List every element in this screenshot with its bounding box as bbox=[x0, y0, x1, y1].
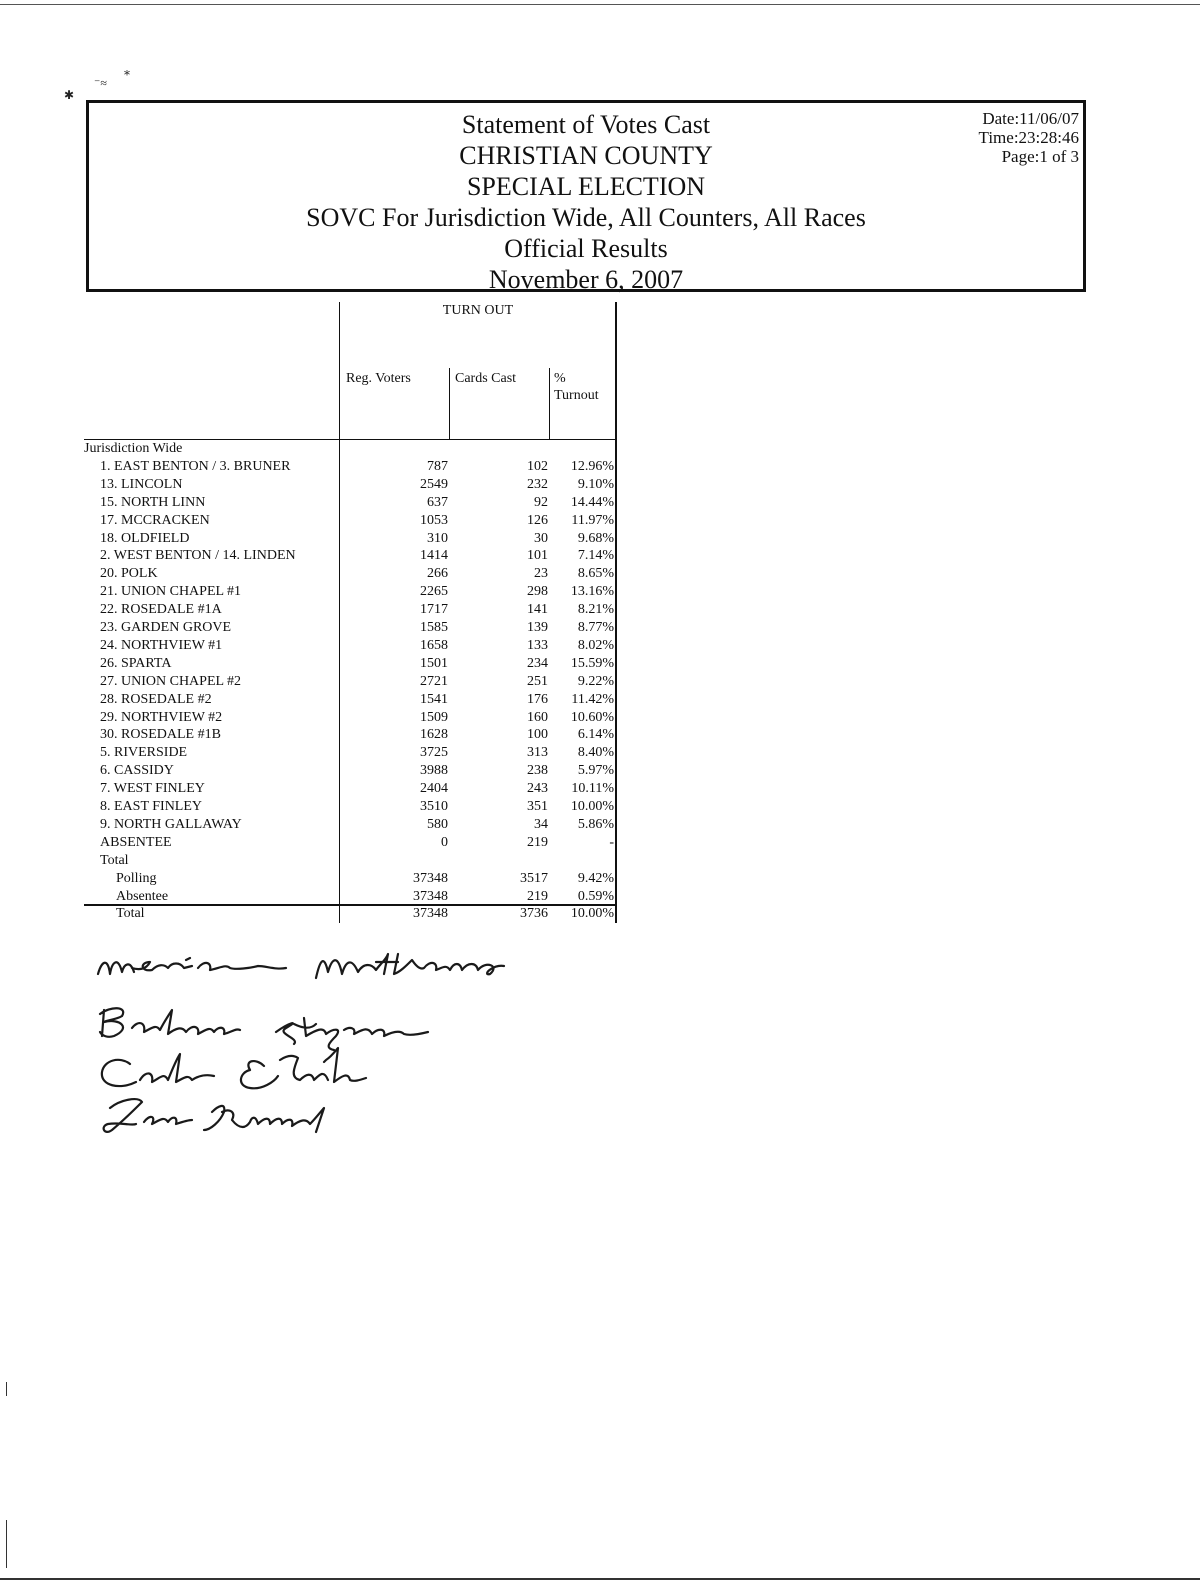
table-row bbox=[84, 709, 617, 727]
table-row bbox=[84, 530, 617, 548]
precinct-name: 27. UNION CHAPEL #2 bbox=[100, 673, 242, 689]
reg-voters-cell: 3988 bbox=[420, 763, 448, 779]
title-line: CHRISTIAN COUNTY bbox=[459, 141, 713, 170]
turnout-pct-cell: 12.96% bbox=[570, 458, 614, 474]
reg-voters-cell: 2549 bbox=[420, 476, 448, 492]
cards-cast-cell: 238 bbox=[527, 763, 548, 779]
table-row bbox=[84, 565, 617, 583]
turnout-pct-cell: 13.16% bbox=[570, 584, 614, 600]
cards-cast-cell: 100 bbox=[527, 727, 548, 743]
signatures bbox=[80, 940, 560, 1150]
cards-cast-cell: 23 bbox=[534, 566, 548, 582]
table-row bbox=[84, 458, 617, 476]
report-header bbox=[86, 100, 1086, 292]
scan-edge-line bbox=[0, 4, 1200, 5]
reg-voters-cell: 266 bbox=[427, 566, 448, 582]
reg-voters-cell: 3725 bbox=[420, 745, 448, 761]
section-row bbox=[84, 440, 617, 458]
reg-voters-cell: 1541 bbox=[420, 691, 448, 707]
signature-1 bbox=[98, 954, 504, 978]
turnout-header bbox=[339, 302, 617, 439]
scan-edge-line bbox=[0, 1578, 1200, 1580]
table-row bbox=[84, 547, 617, 565]
column-divider bbox=[549, 368, 550, 439]
total-section-row bbox=[84, 852, 617, 870]
table-row bbox=[84, 798, 617, 816]
turnout-pct-cell: 7.14% bbox=[577, 548, 614, 564]
table-row bbox=[84, 512, 617, 530]
reg-voters-cell: 1509 bbox=[420, 709, 448, 725]
table-row bbox=[84, 726, 617, 744]
col-header-cards-cast: Cards Cast bbox=[455, 371, 517, 386]
reg-voters-cell: 637 bbox=[427, 494, 448, 510]
cards-cast-cell: 243 bbox=[527, 781, 548, 797]
precinct-name: 29. NORTHVIEW #2 bbox=[100, 709, 223, 725]
turnout-pct-cell: 8.21% bbox=[577, 602, 614, 618]
cards-cast-cell: 126 bbox=[527, 512, 548, 528]
turnout-pct-cell: 11.42% bbox=[571, 691, 614, 707]
reg-voters-cell: 37348 bbox=[413, 888, 448, 904]
precinct-name: Polling bbox=[116, 870, 157, 886]
table-row bbox=[84, 816, 617, 834]
cards-cast-cell: 102 bbox=[527, 458, 548, 474]
precinct-name: 22. ROSEDALE #1A bbox=[100, 602, 222, 618]
turnout-pct-cell: 8.40% bbox=[577, 745, 614, 761]
reg-voters-cell: 1501 bbox=[420, 655, 448, 671]
scan-speck: ⁎ bbox=[124, 64, 130, 78]
subtotal-row bbox=[84, 870, 617, 888]
turnout-pct-cell: 14.44% bbox=[570, 494, 614, 510]
turnout-pct-cell: 11.97% bbox=[571, 512, 614, 528]
precinct-name: ABSENTEE bbox=[100, 834, 172, 850]
signature-4 bbox=[104, 1099, 324, 1132]
turnout-pct-cell: 10.11% bbox=[571, 781, 614, 797]
cards-cast-cell: 234 bbox=[527, 655, 548, 671]
reg-voters-cell: 2404 bbox=[420, 781, 448, 797]
precinct-name: 28. ROSEDALE #2 bbox=[100, 691, 212, 707]
scan-edge-tick bbox=[6, 1520, 7, 1568]
turnout-pct-cell: 9.68% bbox=[577, 530, 614, 546]
table-row bbox=[84, 673, 617, 691]
cards-cast-cell: 101 bbox=[527, 548, 548, 564]
precinct-name: Absentee bbox=[116, 888, 169, 904]
precinct-name: 24. NORTHVIEW #1 bbox=[100, 637, 223, 653]
turnout-pct-cell: 8.02% bbox=[577, 637, 614, 653]
turnout-pct-cell: 5.97% bbox=[577, 763, 614, 779]
col-header-turnout bbox=[554, 370, 599, 404]
report-title bbox=[89, 109, 1083, 295]
precinct-name: 9. NORTH GALLAWAY bbox=[100, 816, 242, 832]
title-line: November 6, 2007 bbox=[488, 265, 684, 294]
reg-voters-cell: 1717 bbox=[420, 602, 448, 618]
precinct-name: 5. RIVERSIDE bbox=[100, 745, 188, 761]
turnout-pct-cell: 5.86% bbox=[577, 816, 614, 832]
table-row bbox=[84, 601, 617, 619]
total-section-label: Total bbox=[100, 852, 129, 868]
precinct-name: 6. CASSIDY bbox=[100, 763, 174, 779]
title-line: Official Results bbox=[504, 234, 668, 263]
cards-cast-cell: 313 bbox=[527, 745, 548, 761]
turnout-pct-cell: 0.59% bbox=[577, 888, 614, 904]
turnout-pct-cell: 10.00% bbox=[570, 799, 614, 814]
report-date: Date:11/06/07 bbox=[982, 109, 1079, 128]
reg-voters-cell: 1414 bbox=[420, 548, 448, 564]
table-row bbox=[84, 691, 617, 709]
title-line: Statement of Votes Cast bbox=[461, 110, 711, 139]
cards-cast-cell: 232 bbox=[527, 476, 548, 492]
cards-cast-cell: 3517 bbox=[520, 870, 548, 886]
precinct-name: 15. NORTH LINN bbox=[100, 494, 206, 510]
signature-2 bbox=[100, 1008, 428, 1050]
cards-cast-cell: 3736 bbox=[520, 906, 548, 922]
cards-cast-cell: 351 bbox=[527, 799, 548, 814]
column-divider bbox=[449, 368, 450, 439]
turnout-pct-cell: 9.22% bbox=[577, 673, 614, 689]
report-meta bbox=[979, 109, 1079, 166]
section-label: Jurisdiction Wide bbox=[84, 441, 183, 456]
precinct-name: 23. GARDEN GROVE bbox=[100, 620, 232, 635]
col-header-turnout-line1: % bbox=[554, 371, 566, 386]
precinct-name: 1. EAST BENTON / 3. BRUNER bbox=[100, 458, 291, 474]
cards-cast-cell: 251 bbox=[527, 673, 548, 689]
table-row bbox=[84, 619, 617, 637]
reg-voters-cell: 0 bbox=[441, 834, 448, 850]
cards-cast-cell: 30 bbox=[534, 530, 548, 546]
title-line: SOVC For Jurisdiction Wide, All Counters, All Races bbox=[306, 203, 866, 232]
precinct-name: Total bbox=[116, 906, 145, 922]
precinct-name: 7. WEST FINLEY bbox=[100, 781, 205, 797]
cards-cast-cell: 298 bbox=[527, 584, 548, 600]
reg-voters-cell: 37348 bbox=[413, 870, 448, 886]
cards-cast-cell: 141 bbox=[527, 602, 548, 618]
reg-voters-cell: 1053 bbox=[420, 512, 448, 528]
reg-voters-cell: 787 bbox=[427, 458, 448, 474]
col-header-reg-voters: Reg. Voters bbox=[346, 371, 411, 386]
scan-edge-tick bbox=[6, 1382, 7, 1396]
table-row bbox=[84, 637, 617, 655]
precinct-name: 13. LINCOLN bbox=[100, 476, 183, 492]
turnout-pct-cell: 8.65% bbox=[577, 566, 614, 582]
subtotal-row bbox=[84, 888, 617, 906]
turnout-pct-cell: 10.00% bbox=[570, 906, 614, 922]
table-row bbox=[84, 762, 617, 780]
turnout-pct-cell: 8.77% bbox=[577, 620, 614, 635]
precinct-name: 2. WEST BENTON / 14. LINDEN bbox=[100, 548, 296, 564]
title-line: SPECIAL ELECTION bbox=[466, 172, 706, 201]
table-row bbox=[84, 583, 617, 601]
reg-voters-cell: 310 bbox=[427, 530, 448, 546]
precinct-name: 18. OLDFIELD bbox=[100, 530, 190, 546]
precinct-name: 26. SPARTA bbox=[100, 655, 172, 671]
reg-voters-cell: 1658 bbox=[420, 637, 448, 653]
turnout-pct-cell: 15.59% bbox=[570, 655, 614, 671]
precinct-name: 20. POLK bbox=[100, 566, 158, 582]
turnout-pct-cell: 10.60% bbox=[570, 709, 614, 725]
table-row bbox=[84, 744, 617, 762]
table-row bbox=[84, 655, 617, 673]
scan-speck: ✱ bbox=[64, 88, 75, 102]
reg-voters-cell: 37348 bbox=[413, 906, 448, 922]
reg-voters-cell: 1585 bbox=[420, 620, 448, 635]
precinct-name: 30. ROSEDALE #1B bbox=[100, 727, 221, 743]
cards-cast-cell: 34 bbox=[534, 816, 548, 832]
cards-cast-cell: 139 bbox=[527, 620, 548, 635]
cards-cast-cell: 219 bbox=[527, 834, 548, 850]
table-row bbox=[84, 494, 617, 512]
precinct-name: 8. EAST FINLEY bbox=[100, 799, 203, 814]
signature-3 bbox=[102, 1048, 366, 1088]
precinct-name: 21. UNION CHAPEL #1 bbox=[100, 584, 242, 600]
precinct-name: 17. MCCRACKEN bbox=[100, 512, 210, 528]
table-row bbox=[84, 834, 617, 852]
reg-voters-cell: 3510 bbox=[420, 799, 448, 814]
reg-voters-cell: 1628 bbox=[420, 727, 448, 743]
col-header-turnout-line2: Turnout bbox=[554, 388, 599, 403]
cards-cast-cell: 133 bbox=[527, 637, 548, 653]
reg-voters-cell: 2265 bbox=[420, 584, 448, 600]
cards-cast-cell: 92 bbox=[534, 494, 548, 510]
report-time: Time:23:28:46 bbox=[978, 128, 1079, 147]
turnout-group-label: TURN OUT bbox=[442, 303, 514, 318]
reg-voters-cell: 2721 bbox=[420, 673, 448, 689]
table-row bbox=[84, 476, 617, 494]
turnout-pct-cell: 9.10% bbox=[577, 476, 614, 492]
turnout-pct-cell: 9.42% bbox=[577, 870, 614, 886]
turnout-pct-cell: 6.14% bbox=[577, 727, 614, 743]
cards-cast-cell: 219 bbox=[527, 888, 548, 904]
turnout-pct-cell: - bbox=[609, 834, 614, 850]
report-page: Page:1 of 3 bbox=[1001, 147, 1079, 166]
reg-voters-cell: 580 bbox=[427, 816, 448, 832]
table-row bbox=[84, 780, 617, 798]
grand-total-row bbox=[84, 905, 617, 923]
cards-cast-cell: 160 bbox=[527, 709, 548, 725]
cards-cast-cell: 176 bbox=[527, 691, 548, 707]
scan-speck: ⁻≈ bbox=[94, 76, 107, 90]
